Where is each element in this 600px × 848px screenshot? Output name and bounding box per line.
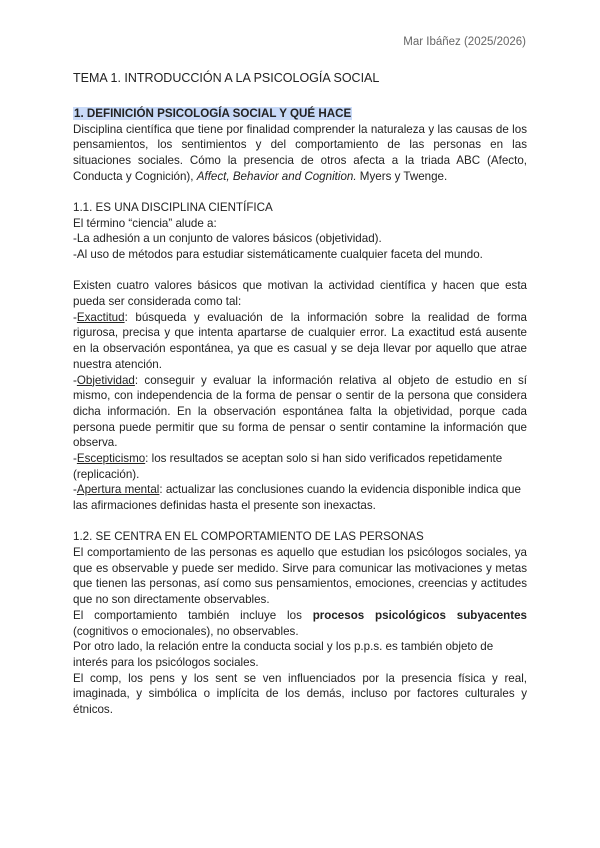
value-term: Exactitud: [76, 310, 125, 324]
subsection-1-2-heading: 1.2. SE CENTRA EN EL COMPORTAMIENTO DE LAS PERSONAS: [73, 530, 424, 544]
behavior-paragraph-4: El comp, los pens y los sent se ven influenciados por la presencia física y real, imaginada, y simbólica o implícita de los demás, incluso por factores culturales y étnicos.: [73, 671, 527, 717]
section-heading-highlight: 1. DEFINICIÓN PSICOLOGÍA SOCIAL Y QUÉ HACE: [74, 107, 352, 120]
value-item-apertura: [73, 482, 527, 513]
value-term: Apertura mental: [76, 483, 160, 497]
value-term: Escepticismo: [76, 452, 146, 466]
science-item-2: -Al uso de métodos para estudiar sistemáticamente cualquier faceta del mundo.: [73, 248, 483, 262]
para-text: Disciplina científica que tiene por finalidad comprender la naturaleza y las causas de los pensamientos, los sentimientos y del comportamiento de las personas en las situaciones sociales. Cómo la presencia de otros afecta a la triada ABC (Afecto, Conducta y Cognición),: [73, 122, 527, 183]
dash: -: [73, 452, 77, 466]
para-bold-text: procesos psicológicos subyacentes: [312, 608, 527, 622]
para-text: El comportamiento también incluye los: [73, 608, 313, 622]
spacer: [73, 263, 527, 279]
science-item-1: -La adhesión a un conjunto de valores básicos (objetividad).: [73, 232, 382, 246]
value-text: : búsqueda y evaluación de la información sobre la realidad de forma rigurosa, precisa y que intenta apartarse de cualquier error. La exactitud está ausente en la observación espontánea, ya que es casual y se deja llevar por aquello que atrae nuestra atención.: [73, 310, 527, 371]
section-1-heading: [73, 106, 527, 122]
value-item-objetividad: [73, 373, 527, 452]
subsection-1-1-heading: 1.1. ES UNA DISCIPLINA CIENTÍFICA: [73, 201, 273, 215]
document-title: TEMA 1. INTRODUCCIÓN A LA PSICOLOGÍA SOCIAL: [73, 71, 380, 85]
behavior-paragraph-2: [73, 608, 527, 639]
dash: -: [73, 483, 77, 497]
value-text: : conseguir y evaluar la información relativa al objeto de estudio en sí mismo, con independencia de la forma de pensar o sentir de la persona que considera dicha información. En la observación espontánea falta la objetividad, porque cada persona puede permitir que su forma de pensar o sentir contamine la información que observa.: [73, 373, 527, 450]
para-italic-text: Affect, Behavior and Cognition.: [196, 169, 357, 183]
value-term: Objetividad: [76, 373, 135, 387]
value-text: : actualizar las conclusiones cuando la evidencia disponible indica que las afirmaciones definidas hasta el presente son inexactas.: [73, 483, 521, 513]
value-item-exactitud: [73, 310, 527, 373]
value-item-escepticismo: [73, 451, 527, 482]
spacer: [73, 514, 527, 530]
section-1-paragraph: [73, 122, 527, 185]
dash: -: [73, 310, 77, 324]
author-header: Mar Ibáñez (2025/2026): [403, 36, 526, 48]
value-text: : los resultados se aceptan solo si han sido verificados repetidamente (replicación).: [73, 452, 503, 481]
spacer: [73, 185, 527, 201]
science-intro: El término “ciencia” alude a:: [73, 216, 217, 230]
para-text-end: Myers y Twenge.: [356, 169, 448, 183]
values-intro: Existen cuatro valores básicos que motivan la actividad científica y hacen que esta pueda ser considerada como tal:: [73, 279, 527, 309]
dash: -: [73, 373, 77, 387]
para-text-end: (cognitivos o emocionales), no observables.: [73, 624, 299, 638]
behavior-paragraph-1: El comportamiento de las personas es aquello que estudian los psicólogos sociales, ya que es observable y puede ser medido. Sirve para comunicar las motivaciones y metas que tienen las personas, así como sus pensamientos, emociones, creencias y actitudes que no son directamente observables.: [73, 546, 527, 607]
document-body: [73, 106, 527, 718]
behavior-paragraph-3: Por otro lado, la relación entre la conducta social y los p.p.s. es también objeto de interés para los psicólogos sociales.: [73, 640, 494, 669]
